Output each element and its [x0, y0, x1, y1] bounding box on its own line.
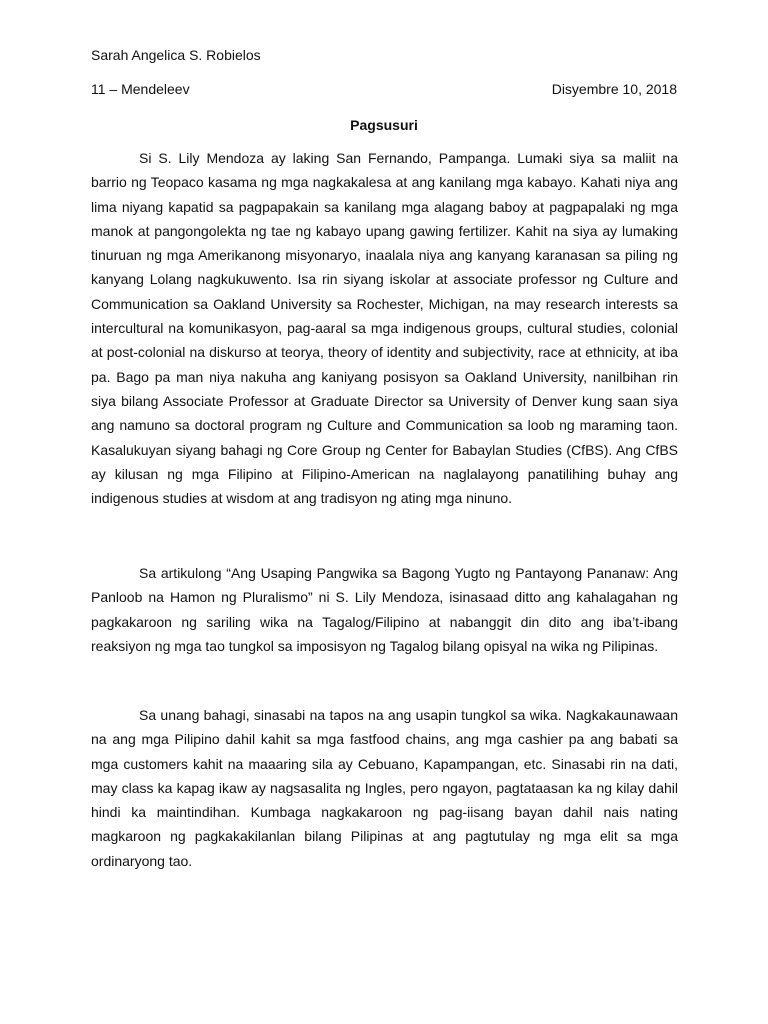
document-title: Pagsusuri — [350, 117, 418, 133]
paragraph-1: Si S. Lily Mendoza ay laking San Fernando, Pampanga. Lumaki siya sa maliit na barrio ng Teopaco kasama ng mga nagkakalesa at ang kanilang mga kabayo. Kahati niya ang lima niyang kapatid sa pagpapakain sa kanilang mga alagang baboy at pagpapalaki ng mga manok at pangongolekta ng tae ng kabayo upang gawing fertilizer. Kahit na siya ay lumaking tinuruan ng mga Amerikanong misyonaryo, inaalala niya ang kanyang karanasan sa piling ng kanyang Lolang nagkukuwento. Isa rin siyang iskolar at associate professor ng Culture and Communication sa Oakland University sa Rochester, Michigan, na may research interests sa intercultural na komunikasyon, pag-aaral sa mga indigenous groups, cultural studies, colonial at post-colonial na diskurso at teorya, theory of identity and subjectivity, race at ethnicity, at iba pa. Bago pa man niya nakuha ang kaniyang posisyon sa Oakland University, nanilbihan rin siya bilang Associate Professor at Graduate Director sa University of Denver kung saan siya ang namuno sa doctoral program ng Culture and Communication sa loob ng maraming taon. Kasalukuyan siyang bahagi ng Core Group ng Center for Babaylan Studies (CfBS). Ang CfBS ay kilusan ng mga Filipino at Filipino-American na naglalayong panatilihing buhay ang indigenous studies at wisdom at ang tradisyon ng ating mga ninuno. — [91, 150, 678, 507]
paragraph-2: Sa artikulong “Ang Usaping Pangwika sa Bagong Yugto ng Pantayong Pananaw: Ang Panloob na Hamon ng Pluralismo” ni S. Lily Mendoza, isinasaad ditto ang kahalagahan ng pagkakaroon ng sariling wika na Tagalog/Filipino at nabanggit din dito ang iba’t-ibang reaksiyon ng mga tao tungkol sa imposisyon ng Tagalog bilang opisyal na wika ng Pilipinas. — [91, 565, 678, 654]
paragraph-3: Sa unang bahagi, sinasabi na tapos na ang usapin tungkol sa wika. Nagkakaunawaan na ang mga Pilipino dahil kahit sa mga fastfood chains, ang mga cashier pa ang babati sa mga customers kahit na maaaring sila ay Cebuano, Kapampangan, etc. Sinasabi rin na dati, may class ka kapag ikaw ay nagsasalita ng Ingles, pero ngayon, pagtataasan ka ng kilay dahil hindi ka maintindihan. Kumbaga nagkakaroon ng pag-iisang bayan dahil nais nating magkaroon ng pagkakakilanlan bilang Pilipinas at ang pagtutulay ng mga elit sa mga ordinaryong tao. — [91, 707, 678, 869]
class-section: 11 – Mendeleev — [91, 81, 190, 97]
author-name: Sarah Angelica S. Robielos — [91, 47, 261, 63]
document-date: Disyembre 10, 2018 — [551, 81, 677, 97]
